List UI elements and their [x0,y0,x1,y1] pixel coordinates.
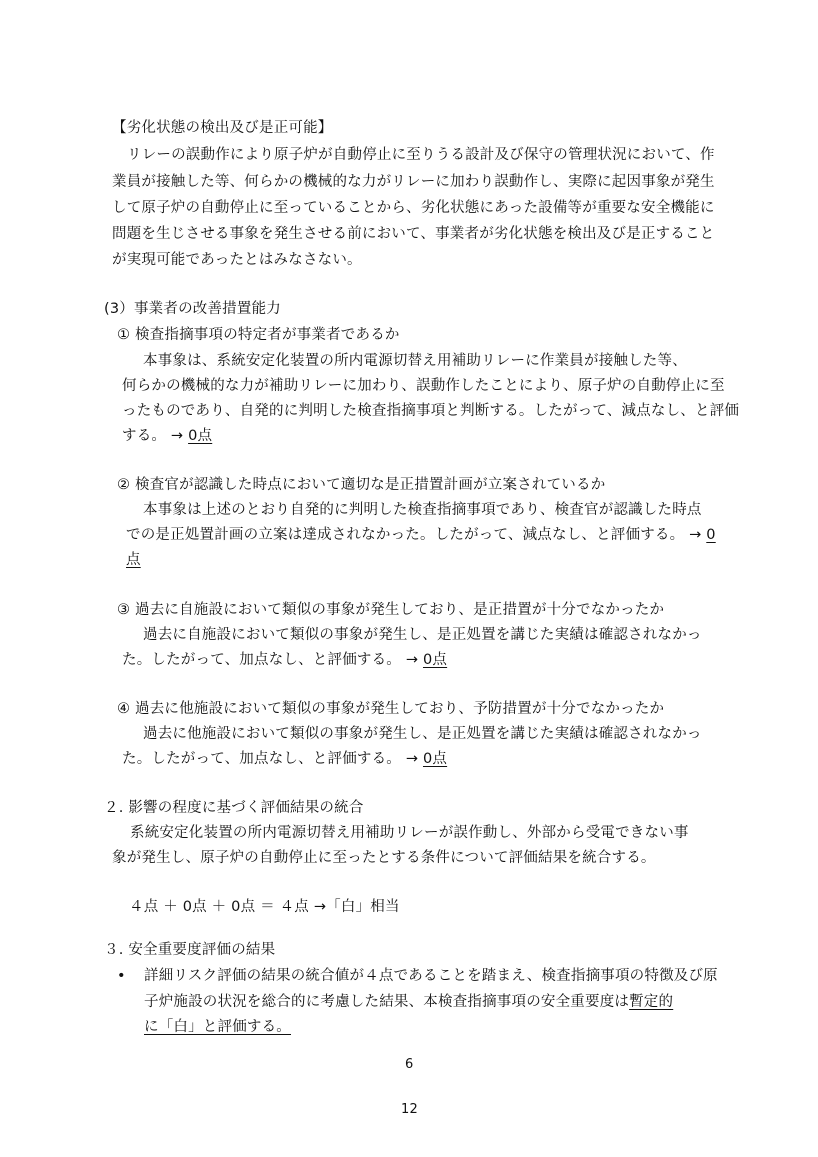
item-4-title: ④ 過去に他施設において類似の事象が発生しており、予防措置が十分でなかったか [117,701,665,717]
item-2-line-2 [126,523,716,547]
degradation-line-2: 業員が接触した等、何らかの機械的な力がリレーに加わり誤動作し、実際に起因事象が発生 [112,174,715,190]
bullet-icon: • [117,968,126,984]
degradation-line-4: 問題を生じさせる事象を発生させる前において、事業者が劣化状態を検出及び是正すること [112,226,715,242]
item-1-line-4 [122,424,212,448]
section-2-line-1: 系統安定化装置の所内電源切替え用補助リレーが誤作動し、外部から受電できない事 [130,825,689,841]
section-3-result-heading: ３. 安全重要度評価の結果 [104,942,276,958]
item-2-line-2-text: での是正処置計画の立案は達成されなかった。したがって、減点なし、と評価する。 → [126,527,707,543]
item-3-title: ③ 過去に自施設において類似の事象が発生しており、是正措置が十分でなかったか [117,602,665,618]
item-3-line-2 [122,648,447,672]
item-2-score-part-1: 0 [706,527,716,543]
item-1-title: ① 検査指摘事項の特定者が事業者であるか [117,327,400,343]
page-number-inner: 6 [405,1057,414,1072]
item-3-line-2-text: た。したがって、加点なし、と評価する。 → [122,652,423,668]
item-2-line-1: 本事象は上述のとおり自発的に判明した検査指摘事項であり、検査官が認識した時点 [143,502,702,518]
result-line-2-text: 子炉施設の状況を総合的に考慮した結果、本検査指摘事項の安全重要度は [144,994,630,1010]
item-1-score: 0点 [188,428,213,444]
item-3-line-1: 過去に自施設において類似の事象が発生し、是正処置を講じた実績は確認されなかっ [143,627,702,643]
item-3-score: 0点 [422,652,448,668]
degradation-line-3: して原子炉の自動停止に至っていることから、劣化状態にあった設備等が重要な安全機能に [112,200,715,216]
section-3-heading: (3）事業者の改善措置能力 [104,301,281,317]
item-1-line-4-text: する。 → [122,428,189,444]
page-number-outer: 12 [401,1102,418,1117]
item-4-line-2-text: た。したがって、加点なし、と評価する。 → [122,751,423,767]
item-4-line-2 [122,747,447,771]
item-2-score-part-2: 点 [126,552,141,568]
item-1-line-2: 何らかの機械的な力が補助リレーに加わり、誤動作したことにより、原子炉の自動停止に至 [122,378,725,394]
result-line-2-underlined: 暫定的 [629,994,674,1010]
item-4-score: 0点 [422,751,448,767]
item-4-line-1: 過去に他施設において類似の事象が発生し、是正処置を講じた実績は確認されなかっ [143,726,702,742]
item-1-line-1: 本事象は、系統安定化装置の所内電源切替え用補助リレーに作業員が接触した等、 [143,353,687,369]
section-2-line-2: 象が発生し、原子炉の自動停止に至ったとする条件について評価結果を統合する。 [112,850,656,866]
result-line-2 [144,990,673,1014]
result-line-1: 詳細リスク評価の結果の統合値が４点であることを踏まえ、検査指摘事項の特徴及び原 [144,968,718,984]
degradation-line-5: が実現可能であったとはみなさない。 [112,252,362,268]
result-line-3-underlined: に「白」と評価する。 [144,1019,291,1035]
section-2-heading: ２. 影響の程度に基づく評価結果の統合 [104,800,364,816]
item-2-title: ② 検査官が認識した時点において適切な是正措置計画が立案されているか [117,477,606,493]
degradation-line-1: リレーの誤動作により原子炉が自動停止に至りうる設計及び保守の管理状況において、作 [127,147,715,163]
score-formula: ４点 ＋ 0点 ＋ 0点 ＝ ４点 →「白」相当 [129,899,400,915]
degradation-heading: 【劣化状態の検出及び是正可能】 [112,120,333,136]
item-1-line-3: ったものであり、自発的に判明した検査指摘事項と判断する。したがって、減点なし、と評価 [122,403,740,419]
